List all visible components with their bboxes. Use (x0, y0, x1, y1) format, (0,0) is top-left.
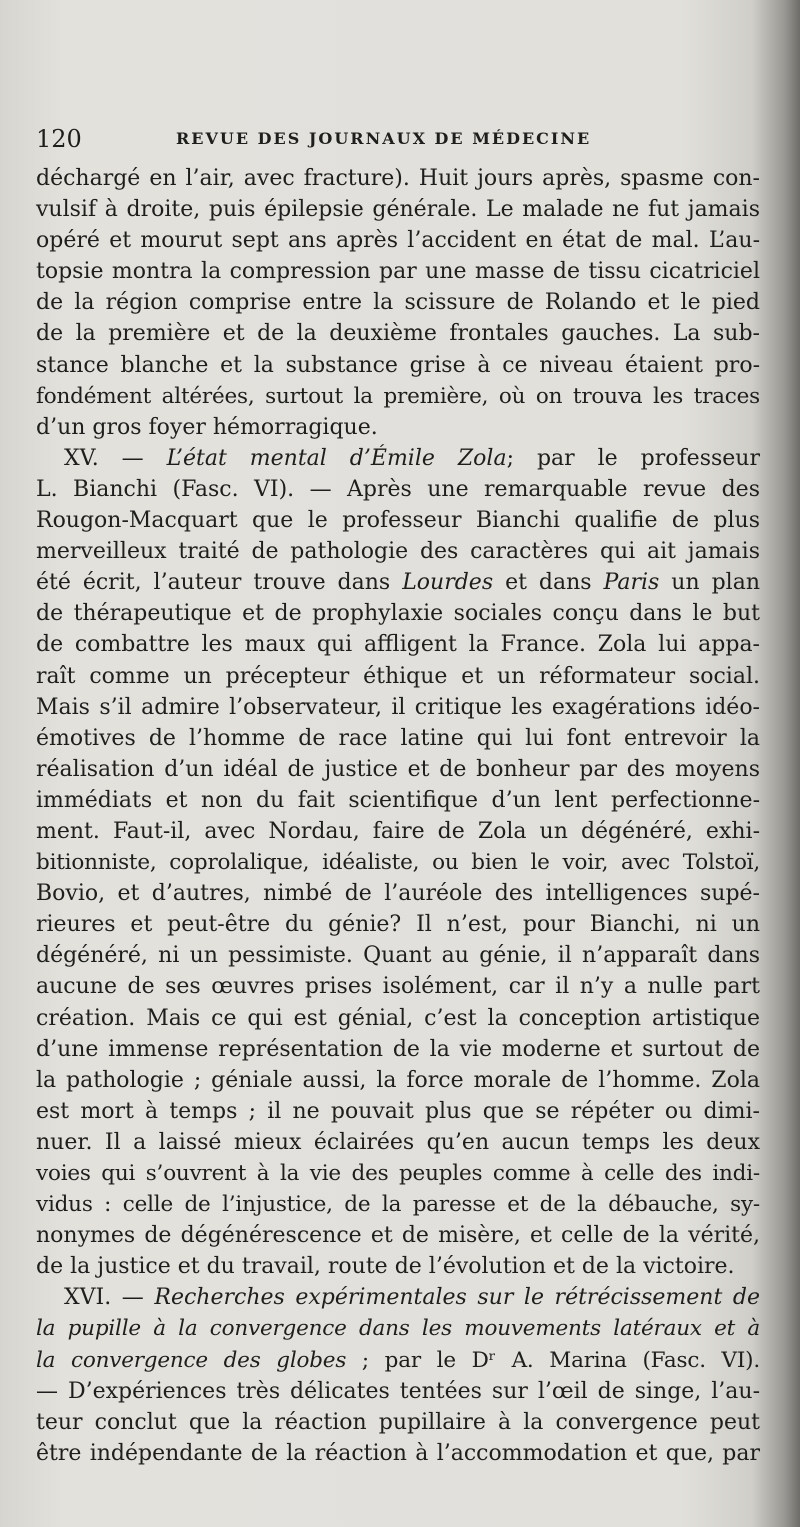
text-segment: bitionniste, coprolalique, idéaliste, ou bien le voir, avec Tolstoï, (36, 850, 760, 876)
text-segment: de thérapeutique et de prophylaxie sociales conçu dans le but (36, 601, 760, 627)
text-segment: déchargé en l’air, avec fracture). Huit jours après, spasme con- (36, 166, 760, 191)
italic-text: Paris (603, 570, 660, 596)
text-segment: Bovio, et d’autres, nimbé de l’auréole des intelligences supé- (36, 881, 760, 907)
text-segment: être indépendante de la réaction à l’accommodation et que, par (36, 1440, 760, 1466)
text-line (36, 692, 760, 723)
italic-text: la convergence des globes (36, 1347, 347, 1373)
text-segment: nonymes de dégénérescence et de misère, et celle de la vérité, (36, 1223, 760, 1249)
italic-text: Recherches expérimentales sur le rétrécissement de (154, 1285, 760, 1311)
text-segment: — D’expériences très délicates tentées sur l’œil de singe, l’au- (36, 1378, 760, 1404)
text-line (36, 1096, 760, 1127)
text-segment: aucune de ses œuvres prises isolément, car il n’y a nulle part (36, 974, 760, 1000)
text-segment: un plan (659, 570, 761, 596)
text-segment: Mais s’il admire l’observateur, il critique les exagérations idéo- (36, 694, 760, 720)
text-line (36, 287, 760, 318)
text-line (36, 412, 760, 443)
text-segment: vidus : celle de l’injustice, de la paresse et de la débauche, sy- (36, 1192, 760, 1218)
text-segment: XV. — (64, 445, 167, 471)
text-line (36, 474, 760, 505)
italic-text: L’état mental d’Émile Zola (166, 445, 507, 471)
text-line (36, 1158, 760, 1189)
text-line (36, 598, 760, 629)
text-segment: XVI. — (64, 1285, 155, 1311)
page-number: 120 (36, 125, 82, 153)
text-segment: émotives de l’homme de race latine qui lui font entrevoir la (36, 725, 760, 751)
text-line (36, 754, 760, 785)
text-line (36, 723, 760, 754)
text-segment: création. Mais ce qui est génial, c’est la conception artistique (36, 1005, 760, 1031)
text-line (36, 1127, 760, 1158)
text-segment: et dans (493, 570, 604, 596)
text-line (36, 256, 760, 287)
text-line (36, 1282, 760, 1313)
text-line (36, 1407, 760, 1438)
text-line (36, 1034, 760, 1065)
text-segment: réalisation d’un idéal de justice et de bonheur par des moyens (36, 756, 760, 782)
text-segment: fondément altérées, surtout la première, où on trouva les traces (36, 383, 760, 409)
text-line (36, 909, 760, 940)
text-segment: teur conclut que la réaction pupillaire à la convergence peut (36, 1409, 760, 1435)
text-line (36, 505, 760, 536)
text-line (36, 971, 760, 1002)
text-line (36, 661, 760, 692)
text-segment: ; par le Dʳ A. Marina (Fasc. VI). (346, 1347, 760, 1373)
text-line (36, 1345, 760, 1376)
text-line (36, 163, 760, 194)
text-line (36, 1376, 760, 1407)
italic-text: la pupille à la convergence dans les mouvements latéraux et à (36, 1316, 760, 1342)
text-line (36, 1251, 760, 1282)
text-segment: merveilleux traité de pathologie des caractères qui ait jamais (36, 539, 760, 565)
text-segment: opéré et mourut sept ans après l’accident en état de mal. L’au- (36, 228, 760, 254)
text-line (36, 536, 760, 567)
text-line (36, 350, 760, 381)
text-line (36, 381, 760, 412)
text-segment: est mort à temps ; il ne pouvait plus que se répéter ou dimi- (36, 1098, 760, 1124)
text-segment: vulsif à droite, puis épilepsie générale. Le malade ne fut jamais (36, 197, 760, 223)
text-line (36, 785, 760, 816)
running-head (36, 124, 756, 154)
text-segment: nuer. Il a laissé mieux éclairées qu’en aucun temps les deux (36, 1129, 760, 1155)
text-line (36, 318, 760, 349)
text-line (36, 1220, 760, 1251)
text-line (36, 1438, 760, 1469)
text-line (36, 194, 760, 225)
italic-text: Lourdes (402, 570, 494, 596)
text-segment: stance blanche et la substance grise à ce niveau étaient pro- (36, 352, 760, 378)
text-line (36, 847, 760, 878)
journal-title: REVUE DES JOURNAUX DE MÉDECINE (176, 129, 592, 148)
text-segment: d’une immense représentation de la vie moderne et surtout de (36, 1036, 760, 1062)
text-segment: été écrit, l’auteur trouve dans (36, 570, 403, 596)
text-segment: ; par le professeur (506, 445, 760, 471)
text-line (36, 878, 760, 909)
text-segment: voies qui s’ouvrent à la vie des peuples comme à celle des indi- (36, 1161, 760, 1186)
text-segment: ment. Faut-il, avec Nordau, faire de Zola un dégénéré, exhi- (36, 818, 760, 844)
text-segment: topsie montra la compression par une masse de tissu cicatriciel (36, 259, 760, 285)
text-line (36, 225, 760, 256)
text-segment: raît comme un précepteur éthique et un réformateur social. (36, 663, 760, 689)
text-segment: de la justice et du travail, route de l’évolution et de la victoire. (36, 1254, 735, 1280)
text-segment: rieures et peut-être du génie? Il n’est, pour Bianchi, ni un (36, 912, 760, 938)
text-line (36, 1003, 760, 1034)
text-segment: immédiats et non du fait scientifique d’un lent perfectionne- (36, 787, 760, 813)
text-segment: Rougon-Macquart que le professeur Bianchi qualifie de plus (36, 508, 760, 534)
text-segment: dégénéré, ni un pessimiste. Quant au génie, il n’apparaît dans (36, 943, 760, 969)
text-line (36, 816, 760, 847)
text-line (36, 629, 760, 660)
text-line (36, 443, 760, 474)
text-segment: de la région comprise entre la scissure de Rolando et le pied (36, 290, 760, 316)
text-segment: L. Bianchi (Fasc. VI). — Après une remarquable revue des (36, 476, 760, 502)
text-segment: d’un gros foyer hémorragique. (36, 414, 378, 440)
text-line (36, 1313, 760, 1344)
text-segment: la pathologie ; géniale aussi, la force morale de l’homme. Zola (36, 1067, 760, 1093)
body-text (36, 163, 760, 1469)
text-line (36, 940, 760, 971)
text-line (36, 567, 760, 598)
text-segment: de la première et de la deuxième frontales gauches. La sub- (36, 321, 760, 347)
text-line (36, 1189, 760, 1220)
text-segment: de combattre les maux qui affligent la France. Zola lui appa- (36, 632, 760, 658)
text-line (36, 1065, 760, 1096)
